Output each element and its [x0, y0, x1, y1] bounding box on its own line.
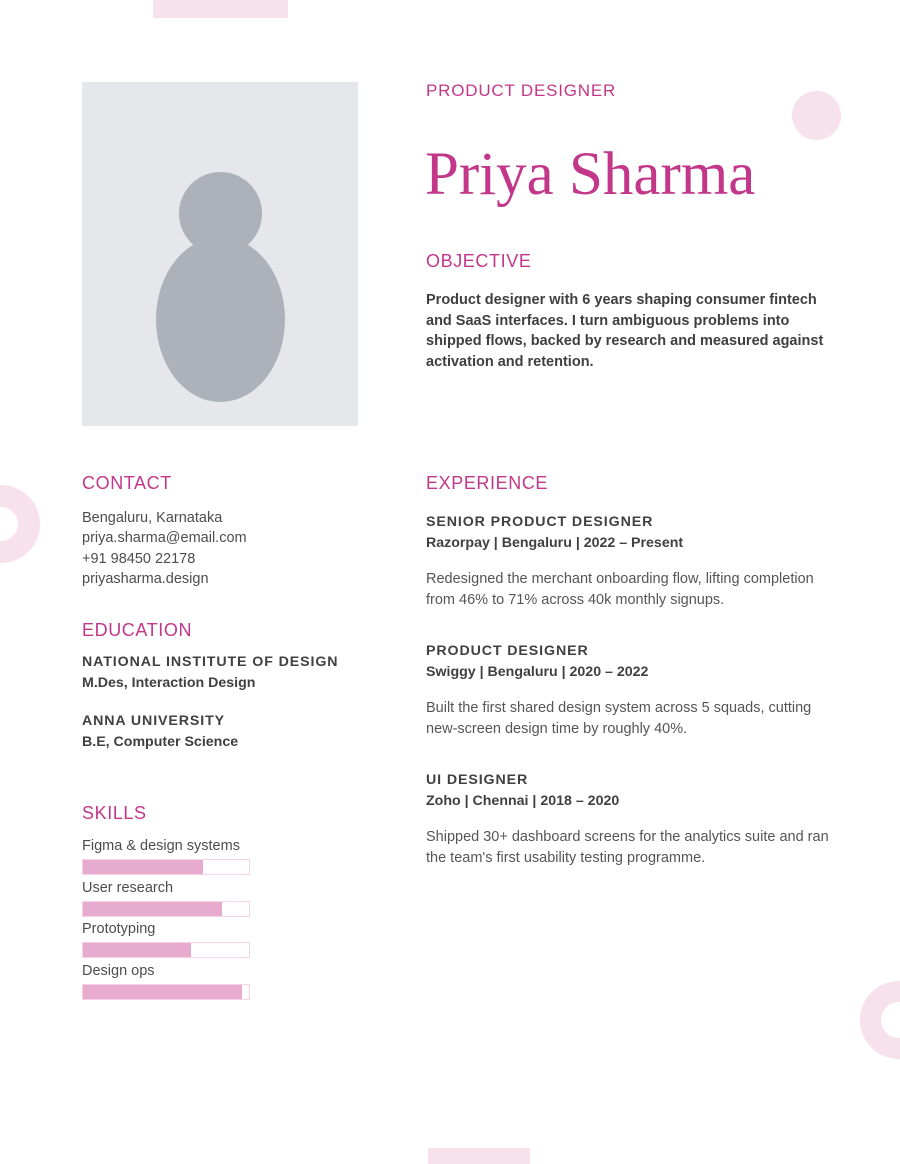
job-description: Shipped 30+ dashboard screens for the analytics suite and ran the team's first usability testing programme.	[426, 829, 829, 866]
section-heading-education: EDUCATION	[82, 620, 193, 640]
contact-email[interactable]: priya.sharma@email.com	[82, 530, 247, 547]
job-description: Redesigned the merchant onboarding flow, lifting completion from 46% to 71% across 40k monthly signups.	[426, 571, 814, 608]
job-title: SENIOR PRODUCT DESIGNER	[426, 514, 654, 530]
contact-info	[82, 508, 247, 589]
silhouette-head	[179, 172, 262, 255]
contact-phone[interactable]: +91 98450 22178	[82, 550, 196, 567]
contact-location: Bengaluru, Karnataka	[82, 510, 223, 526]
skill-bar	[82, 859, 250, 875]
experience-entry	[426, 772, 836, 869]
skill-bar-fill	[83, 902, 222, 916]
skill-item	[82, 880, 250, 922]
skill-bar	[82, 942, 250, 958]
skill-label: Prototyping	[82, 921, 156, 937]
skill-item	[82, 963, 250, 1005]
education-degree: M.Des, Interaction Design	[82, 675, 256, 691]
job-description: Built the first shared design system across 5 squads, cutting new-screen design time by roughly 40%.	[426, 700, 812, 737]
profile-photo-placeholder	[82, 82, 358, 426]
decorative-ring-right	[860, 981, 900, 1059]
skill-bar	[82, 901, 250, 917]
candidate-name: Priya Sharma	[425, 141, 756, 208]
decorative-bar-top	[153, 0, 288, 18]
decorative-bar-bottom	[428, 1148, 530, 1164]
section-heading-contact: CONTACT	[82, 473, 172, 493]
skill-bar-fill	[83, 985, 242, 999]
education-degree: B.E, Computer Science	[82, 734, 239, 750]
job-role: PRODUCT DESIGNER	[426, 81, 617, 100]
skill-label: Design ops	[82, 962, 155, 979]
education-entry	[82, 713, 238, 750]
silhouette-body	[156, 237, 285, 402]
section-heading-experience: EXPERIENCE	[426, 473, 549, 493]
contact-website[interactable]: priyasharma.design	[82, 570, 209, 587]
skill-bar-fill	[83, 943, 191, 957]
section-heading-skills: SKILLS	[82, 803, 147, 823]
education-entry	[82, 654, 338, 691]
decorative-ring-left	[0, 485, 40, 563]
decorative-dot	[792, 91, 841, 140]
skill-item	[82, 921, 250, 963]
job-title: PRODUCT DESIGNER	[426, 643, 589, 659]
skill-bar	[82, 984, 250, 1000]
job-title: UI DESIGNER	[426, 772, 529, 788]
skill-bar-fill	[83, 860, 203, 874]
objective-text: Product designer with 6 years shaping consumer fintech and SaaS interfaces. I turn ambiguous problems into shipped flows, backed by research and measured against activation and retention.	[426, 292, 824, 370]
job-company: Swiggy | Bengaluru | 2020 – 2022	[426, 664, 649, 680]
experience-entry	[426, 514, 836, 611]
experience-entry	[426, 643, 836, 740]
job-company: Zoho | Chennai | 2018 – 2020	[426, 793, 620, 809]
skills-list	[82, 838, 250, 1004]
skill-item	[82, 838, 250, 880]
skill-label: User research	[82, 879, 174, 896]
section-heading-objective: OBJECTIVE	[426, 251, 532, 271]
job-company: Razorpay | Bengaluru | 2022 – Present	[426, 535, 684, 551]
education-school: ANNA UNIVERSITY	[82, 713, 226, 729]
skill-label: Figma & design systems	[82, 838, 240, 854]
education-school: NATIONAL INSTITUTE OF DESIGN	[82, 654, 339, 670]
